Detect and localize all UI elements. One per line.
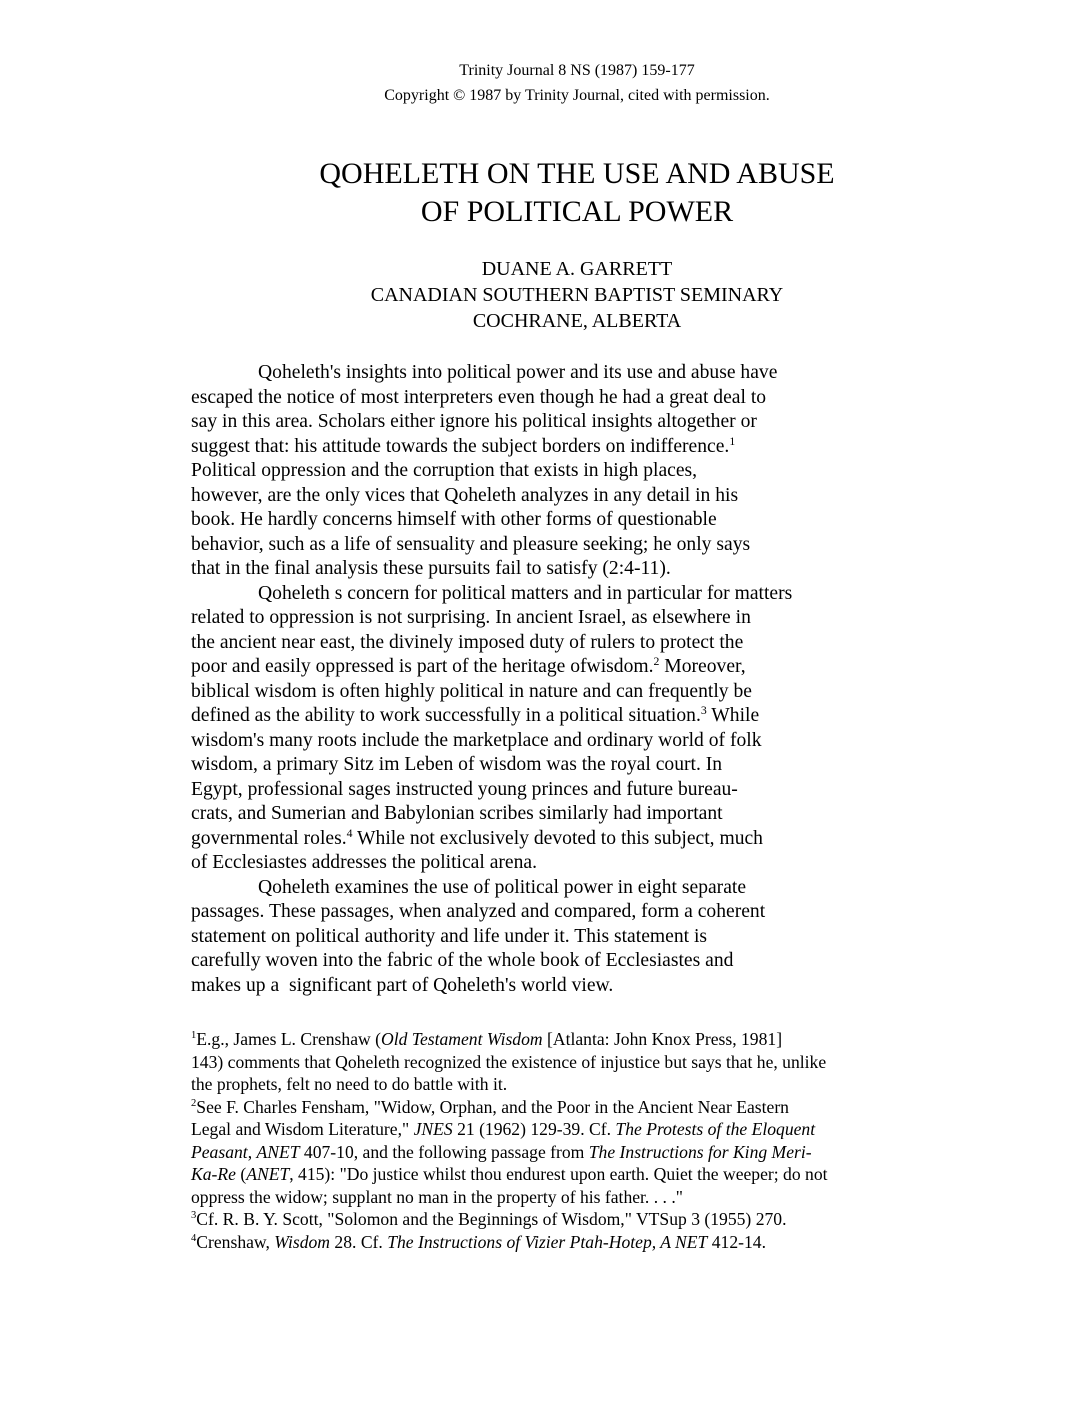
author-location: COCHRANE, ALBERTA <box>472 310 682 332</box>
text-run: suggest that: his attitude towards the subject borders on indifference. <box>191 435 730 457</box>
copyright-notice: Copyright © 1987 by Trinity Journal, cited with permission. <box>384 87 770 104</box>
paragraph <box>191 876 792 999</box>
text-run: Qoheleth examines the use of political power in eight separate <box>258 876 747 898</box>
text-run: , 415): "Do justice whilst thou endurest upon earth. Quiet the weeper; do not <box>289 1164 828 1184</box>
footnote-line <box>191 1163 828 1186</box>
paragraph-line <box>191 484 792 509</box>
footnote-line <box>191 1141 828 1164</box>
footnote-line <box>191 1028 828 1051</box>
text-run: the ancient near east, the divinely imposed duty of rulers to protect the <box>191 631 744 653</box>
italic-title: The Instructions of Vizier Ptah-Hotep, A NET <box>387 1231 708 1252</box>
footnote-ref: 4 <box>191 1232 197 1244</box>
text-run: 143) comments that Qoheleth recognized the existence of injustice but says that he, unlike <box>191 1051 827 1072</box>
italic-title: ANET <box>246 1164 290 1184</box>
footnote-line <box>191 1208 828 1231</box>
text-run: say in this area. Scholars either ignore his political insights altogether or <box>191 411 757 432</box>
footnote-line <box>191 1051 828 1074</box>
text-run: related to oppression is not surprising. In ancient Israel, as elsewhere in <box>191 607 751 628</box>
footnote-line <box>191 1231 828 1254</box>
paragraph-line <box>191 410 792 435</box>
italic-title: Peasant <box>191 1141 248 1162</box>
text-run: of Ecclesiastes addresses the political arena. <box>191 852 538 873</box>
paragraph-line <box>191 729 792 754</box>
text-run: book. He hardly concerns himself with other forms of questionable <box>191 509 717 530</box>
text-run: passages. These passages, when analyzed and compared, form a coherent <box>191 901 766 922</box>
text-run: Egypt, professional sages instructed young princes and future bureau- <box>191 778 738 800</box>
article-body <box>191 361 792 998</box>
italic-title: The Protests of the Eloquent <box>615 1119 816 1139</box>
italic-title: JNES <box>413 1119 453 1139</box>
paragraph-line <box>191 606 792 631</box>
text-run: Political oppression and the corruption that exists in high places, <box>191 460 698 481</box>
text-run: governmental roles. <box>191 827 347 849</box>
text-run: ( <box>235 1164 247 1184</box>
paragraph-line <box>191 361 792 386</box>
paragraph-line <box>191 435 792 460</box>
text-run: wisdom's many roots include the marketplace and ordinary world of folk <box>191 729 762 751</box>
text-run: statement on political authority and life under it. This statement is <box>191 925 708 947</box>
text-run: E.g., James L. Crenshaw ( <box>196 1029 381 1049</box>
text-run: Qoheleth's insights into political power and its use and abuse have <box>258 362 778 383</box>
paragraph-line <box>191 655 792 680</box>
text-run: Cf. R. B. Y. Scott, "Solomon and the Beginnings of Wisdom," VTSup 3 (1955) 270. <box>196 1209 787 1229</box>
text-run: [Atlanta: John Knox Press, 1981] <box>542 1029 783 1049</box>
paragraph-line <box>191 778 792 803</box>
footnote-ref: 4 <box>346 826 353 840</box>
paragraph <box>191 361 792 582</box>
paragraph-line <box>191 851 792 876</box>
text-run: carefully woven into the fabric of the whole book of Ecclesiastes and <box>191 950 734 971</box>
paragraph-line <box>191 533 792 558</box>
footnote-line <box>191 1096 828 1119</box>
text-run: Legal and Wisdom Literature," <box>191 1119 414 1139</box>
paragraph-line <box>191 680 792 705</box>
paragraph-line <box>191 508 792 533</box>
paragraph-line <box>191 925 792 950</box>
title-line-2: OF POLITICAL POWER <box>420 195 734 228</box>
text-run: Crenshaw, <box>196 1231 275 1252</box>
footnote-line <box>191 1073 828 1096</box>
paragraph-line <box>191 753 792 778</box>
italic-title: Wisdom <box>274 1231 331 1252</box>
paragraph-line <box>191 949 792 974</box>
paragraph-line <box>191 704 792 729</box>
text-run: wisdom, a primary Sitz im Leben of wisdom was the royal court. In <box>191 754 723 775</box>
italic-title: The Instructions for King Meri- <box>588 1141 812 1162</box>
text-run: , <box>247 1141 257 1162</box>
text-run: escaped the notice of most interpreters even though he had a great deal to <box>191 386 767 408</box>
text-run: oppress the widow; supplant no man in the property of his father. . . ." <box>191 1186 683 1207</box>
text-run: 407-10, and the following passage from <box>299 1141 589 1162</box>
paragraph-line <box>191 459 792 484</box>
journal-citation: Trinity Journal 8 NS (1987) 159-177 <box>459 62 695 79</box>
text-run: behavior, such as a life of sensuality and pleasure seeking; he only says <box>191 533 751 555</box>
text-run: Moreover, <box>659 656 746 677</box>
author-name: DUANE A. GARRETT <box>481 258 673 280</box>
footnote-ref: 2 <box>653 655 660 668</box>
paragraph-line <box>191 386 792 411</box>
footnotes <box>191 1028 828 1253</box>
footnote-ref: 2 <box>191 1097 197 1109</box>
text-run: crats, and Sumerian and Babylonian scribes similarly had important <box>191 803 723 824</box>
paragraph-line <box>191 802 792 827</box>
italic-title: Old Testament Wisdom <box>380 1029 543 1049</box>
author-institution: CANADIAN SOUTHERN BAPTIST SEMINARY <box>370 284 784 306</box>
footnote-ref: 1 <box>729 434 736 448</box>
paragraph-line <box>191 876 792 901</box>
article-title <box>0 155 1088 231</box>
footnote-ref: 3 <box>700 704 707 717</box>
footnote-ref: 3 <box>191 1210 197 1221</box>
paragraph <box>191 582 792 876</box>
footnote-line <box>191 1118 828 1141</box>
text-run: defined as the ability to work successfully in a political situation. <box>191 705 701 726</box>
text-run: While <box>706 705 760 726</box>
text-run: makes up a significant part of Qoheleth's world view. <box>191 974 614 996</box>
text-run: Qoheleth s concern for political matters and in particular for matters <box>258 582 793 604</box>
paragraph-line <box>191 900 792 925</box>
paragraph-line <box>191 557 792 582</box>
text-run: While not exclusively devoted to this subject, much <box>352 827 763 849</box>
footnote-line <box>191 1186 828 1209</box>
paragraph-line <box>191 582 792 607</box>
text-run: that in the final analysis these pursuits fail to satisfy (2:4-11). <box>191 558 671 579</box>
footnote-ref: 1 <box>191 1030 197 1041</box>
text-run: 21 (1962) 129-39. Cf. <box>452 1119 616 1139</box>
text-run: See F. Charles Fensham, "Widow, Orphan, and the Poor in the Ancient Near Eastern <box>196 1096 789 1117</box>
paragraph-line <box>191 827 792 852</box>
text-run: however, are the only vices that Qoheleth analyzes in any detail in his <box>191 484 739 506</box>
paragraph-line <box>191 631 792 656</box>
italic-title: Ka-Re <box>191 1164 236 1184</box>
title-line-1: QOHELETH ON THE USE AND ABUSE <box>319 157 835 190</box>
text-run: the prophets, felt no need to do battle with it. <box>191 1074 508 1094</box>
paragraph-line <box>191 974 792 999</box>
text-run: poor and easily oppressed is part of the heritage ofwisdom. <box>191 656 654 677</box>
author-block <box>0 256 1088 334</box>
text-run: 412-14. <box>707 1231 766 1252</box>
text-run: 28. Cf. <box>330 1231 388 1252</box>
italic-title: ANET <box>256 1141 300 1162</box>
text-run: biblical wisdom is often highly political in nature and can frequently be <box>191 680 752 702</box>
